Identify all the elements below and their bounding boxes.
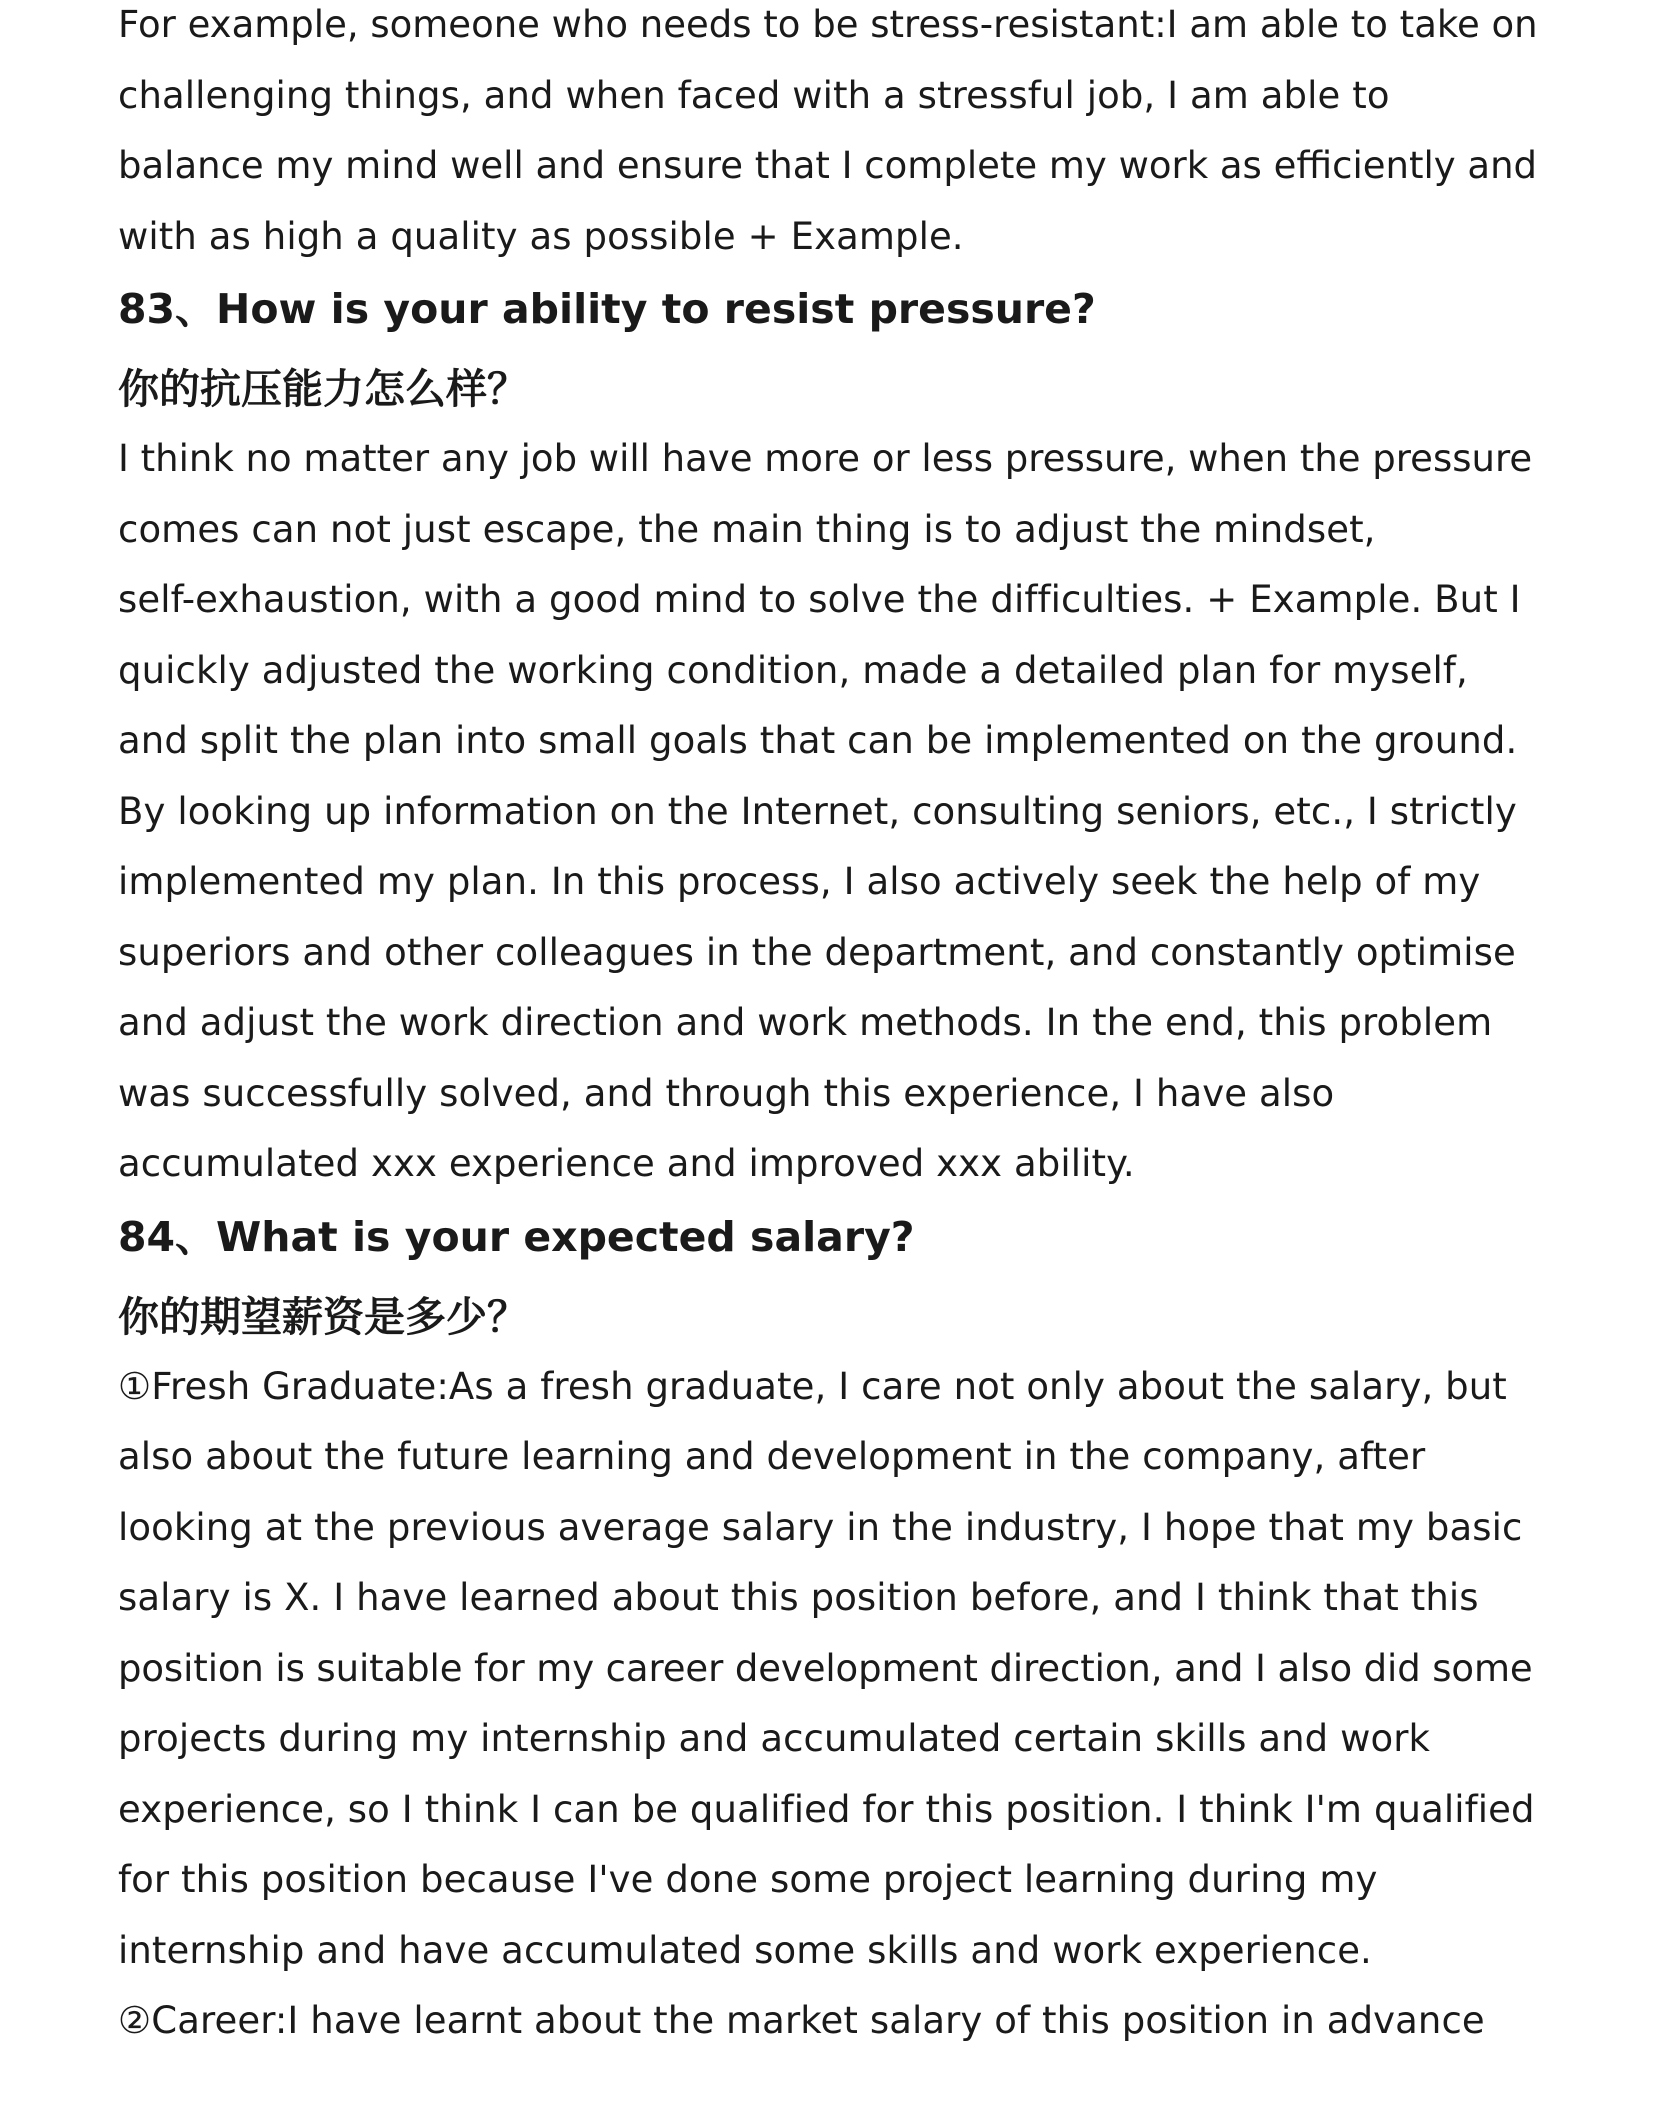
intro-paragraph: [118, 0, 1538, 272]
text-line: balance my mind well and ensure that I complete my work as efficiently and: [118, 144, 1538, 187]
text-line: for this position because I've done some project learning during my: [118, 1858, 1378, 1901]
question-84-heading-zh: 你的期望薪资是多少？: [118, 1292, 528, 1341]
text-line: By looking up information on the Internet, consulting seniors, etc., I strictly: [118, 789, 1517, 833]
text-line: and split the plan into small goals that can be implemented on the ground.: [118, 719, 1518, 762]
text-line: ①Fresh Graduate:As a fresh graduate, I care not only about the salary, but: [118, 1364, 1507, 1408]
text-line: salary is X. I have learned about this position before, and I think that this: [118, 1576, 1479, 1619]
text-line: projects during my internship and accumulated certain skills and work: [118, 1717, 1431, 1760]
text-line: implemented my plan. In this process, I also actively seek the help of my: [118, 860, 1481, 903]
text-line: also about the future learning and development in the company, after: [118, 1435, 1426, 1478]
document-page: [118, 0, 1538, 2057]
text-line: with as high a quality as possible + Example.: [118, 214, 964, 258]
question-84-heading-en: 84、What is your expected salary?: [118, 1212, 915, 1261]
question-84-answer: [118, 1352, 1538, 2057]
text-line: position is suitable for my career development direction, and I also did some: [118, 1646, 1533, 1690]
text-line: was successfully solved, and through this experience, I have also: [118, 1071, 1335, 1115]
question-83-heading-zh: 你的抗压能力怎么样？: [118, 365, 528, 413]
text-line: challenging things, and when faced with a stressful job, I am able to: [118, 73, 1390, 117]
text-line: ②Career:I have learnt about the market salary of this position in advance: [118, 1999, 1485, 2042]
question-83-answer: [118, 424, 1538, 1200]
text-line: accumulated xxx experience and improved xxx ability.: [118, 1142, 1135, 1185]
text-line: internship and have accumulated some skills and work experience.: [118, 1928, 1372, 1972]
text-line: quickly adjusted the working condition, made a detailed plan for myself,: [118, 648, 1468, 692]
text-line: comes can not just escape, the main thing is to adjust the mindset,: [118, 507, 1376, 551]
text-line: and adjust the work direction and work methods. In the end, this problem: [118, 1001, 1493, 1044]
text-line: looking at the previous average salary in the industry, I hope that my basic: [118, 1505, 1523, 1549]
text-line: I think no matter any job will have more or less pressure, when the pressure: [118, 437, 1533, 480]
text-line: superiors and other colleagues in the department, and constantly optimise: [118, 930, 1516, 974]
text-line: experience, so I think I can be qualified for this position. I think I'm qualified: [118, 1787, 1535, 1831]
text-line: For example, someone who needs to be stress-resistant:I am able to take on: [118, 3, 1538, 46]
text-line: self-exhaustion, with a good mind to solve the difficulties. + Example. But I: [118, 578, 1521, 621]
question-83-heading-en: 83、How is your ability to resist pressure?: [118, 285, 1096, 333]
